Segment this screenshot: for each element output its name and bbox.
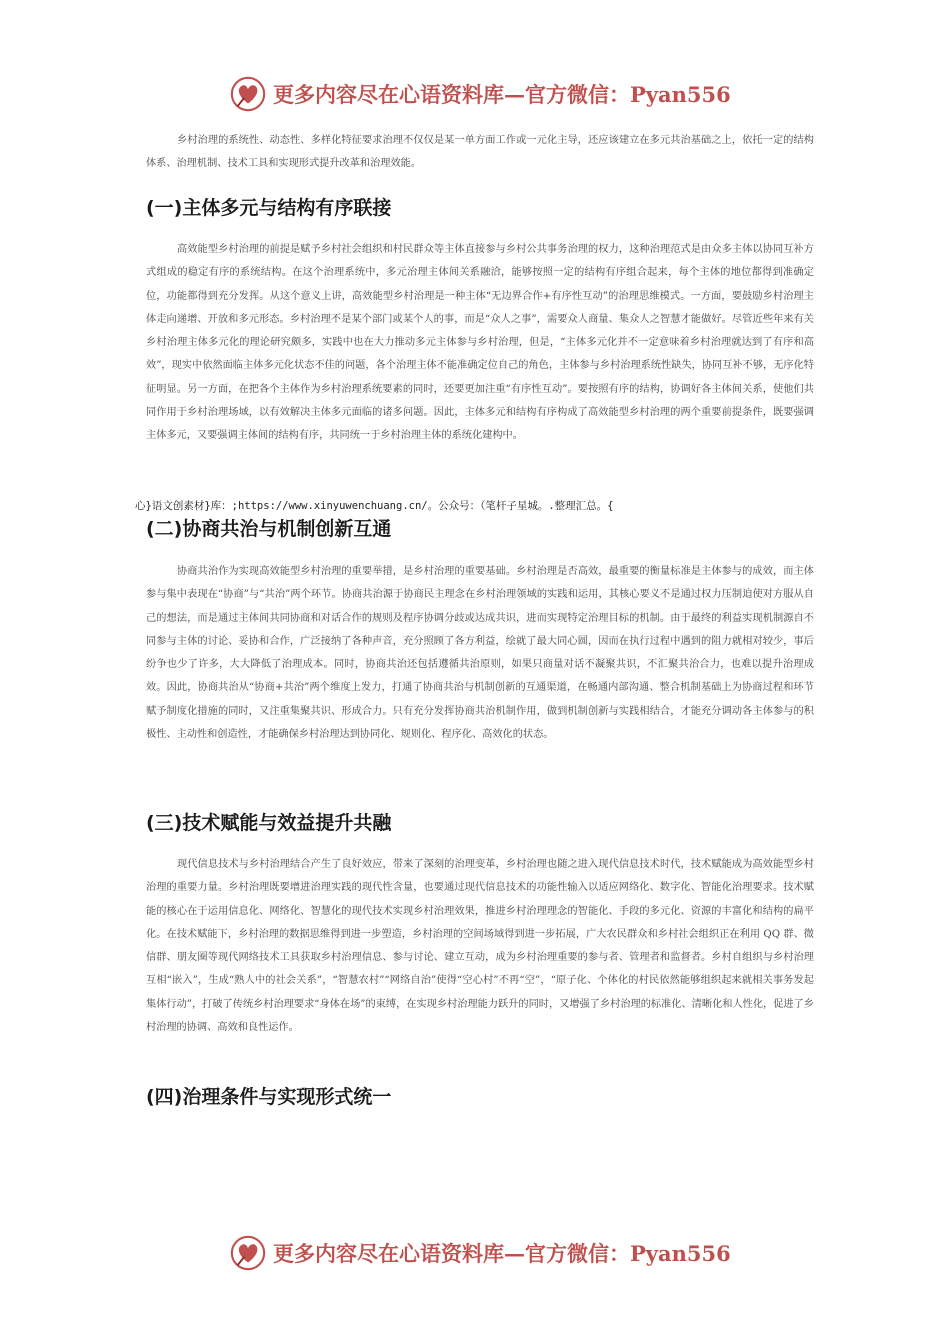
banner-slogan: 更多内容尽在心语资料库—官方微信： — [273, 1241, 630, 1266]
section-1-body: 高效能型乡村治理的前提是赋予乡村社会组织和村民群众等主体直接参与乡村公共事务治理的权力，这种治理范式是由众多主体以协同互补方式组成的稳定有序的系统结构。在这个治理系统中，多元治理主体间关系融洽，能够按照一定的结构有序组合起来，每个主体的地位都得到准确定位，功能都得到充分发挥。从这个意义上讲，高效能型乡村治理是一种主体“无边界合作+有序性互动”的治理思维模式。一方面，要鼓励乡村治理主体走向递增、开放和多元形态。乡村治理不是某个部门或某个人的事，而是“众人之事”，需要众人商量、集众人之智慧才能做好。尽管近些年来有关乡村治理主体多元化的理论研究颇多，实践中也在大力推动多元主体参与乡村治理，但是，“主体多元化并不一定意味着乡村治理就达到了有序和高效”，现实中依然面临主体多元化状态不佳的问题，各个治理主体不能准确定位自己的角色，主体参与乡村治理系统性缺失，协同互补不够，无序化特征明显。另一方面，在把各个主体作为乡村治理系统要素的同时，还要更加注重“有序性互动”。要按照有序的结构，协调好各主体间关系，使他们共同作用于乡村治理场域，以有效解决主体多元面临的诸多问题。因此，主体多元和结构有序构成了高效能型乡村治理的两个重要前提条件，既要强调主体多元，又要强调主体间的结构有序，共同统一于乡村治理主体的系统化建构中。 — [146, 244, 814, 442]
footer-watermark-banner — [229, 1233, 749, 1273]
section-2-body: 协商共治作为实现高效能型乡村治理的重要举措，是乡村治理的重要基础。乡村治理是否高效，最重要的衡量标准是主体参与的成效，而主体参与集中表现在“协商”与“共治”两个环节。协商共治源于协商民主理念在乡村治理领域的实践和运用，其核心要义不是通过权力压制迫使对方服从自己的想法，而是通过主体间共同协商和对话合作的规则及程序协调分歧或达成共识，进而实现特定治理目标的机制。由于最终的利益实现机制源自不同参与主体的讨论、妥协和合作，广泛接纳了各种声音，充分照顾了各方利益，绘就了最大同心圆，因而在执行过程中遇到的阻力就相对较少，事后纷争也少了许多，大大降低了治理成本。同时，协商共治还包括遵循共治原则，如果只商量对话不凝聚共识，不汇聚共治合力，也难以提升治理成效。因此，协商共治从“协商+共治”两个维度上发力，打通了协商共治与机制创新的互通渠道，在畅通内部沟通、整合机制基础上为协商过程和环节赋予制度化措施的同时，又注重集聚共识、形成合力。只有充分发挥协商共治机制作用，做到机制创新与实践相结合，才能充分调动各主体参与的积极性、主动性和创造性，才能确保乡村治理达到协同化、规则化、程序化、高效化的状态。 — [146, 566, 814, 741]
banner-wechat-id: Pyan556 — [630, 1241, 731, 1266]
heart-logo-icon — [229, 1234, 267, 1272]
section-1-heading: (一)主体多元与结构有序联接 — [146, 197, 392, 219]
banner-text — [273, 79, 731, 109]
section-3-body: 现代信息技术与乡村治理结合产生了良好效应，带来了深刻的治理变革，乡村治理也随之进入现代信息技术时代，技术赋能成为高效能型乡村治理的重要力量。乡村治理既要增进治理实践的现代性含量，也要通过现代信息技术的功能性输入以适应网络化、数字化、智能化治理要求。技术赋能的核心在于运用信息化、网络化、智慧化的现代技术实现乡村治理效果，推进乡村治理理念的智能化、手段的多元化、资源的丰富化和结构的扁平化。在技术赋能下，乡村治理的数据思维得到进一步塑造，乡村治理的空间场域得到进一步拓展，广大农民群众和乡村社会组织正在利用 QQ 群、微信群、朋友圈等现代网络技术工具获取乡村治理信息、参与讨论、建立互动，成为乡村治理重要的参与者、管理者和监督者。乡村自组织与乡村治理互相“嵌入”，生成“熟人中的社会关系”，“智慧农村”“网络自治”使得“空心村”不再“空”，“原子化、个体化的村民依然能够组织起来就相关事务发起集体行动”，打破了传统乡村治理要求“身体在场”的束缚，在实现乡村治理能力跃升的同时，又增强了乡村治理的标准化、清晰化和人性化，促进了乡村治理的协调、高效和良性运作。 — [146, 859, 814, 1034]
banner-slogan: 更多内容尽在心语资料库—官方微信： — [273, 82, 630, 107]
heart-logo-icon — [229, 75, 267, 113]
section-3-heading: (三)技术赋能与效益提升共融 — [146, 812, 392, 834]
section-4-heading: (四)治理条件与实现形式统一 — [146, 1086, 392, 1108]
intro-paragraph: 乡村治理的系统性、动态性、多样化特征要求治理不仅仅是某一单方面工作或一元化主导，还应该建立在多元共治基础之上，依托一定的结构体系、治理机制、技术工具和实现形式提升改革和治理效能。 — [146, 135, 814, 170]
banner-wechat-id: Pyan556 — [630, 82, 731, 107]
header-watermark-banner — [229, 74, 749, 114]
source-note: 心}语文创素材}库：;https://www.xinyuwenchuang.cn/。公众号：（笔杆子星城。.整理汇总。{ — [135, 500, 614, 512]
banner-text — [273, 1238, 731, 1268]
section-2-heading: (二)协商共治与机制创新互通 — [146, 518, 392, 540]
